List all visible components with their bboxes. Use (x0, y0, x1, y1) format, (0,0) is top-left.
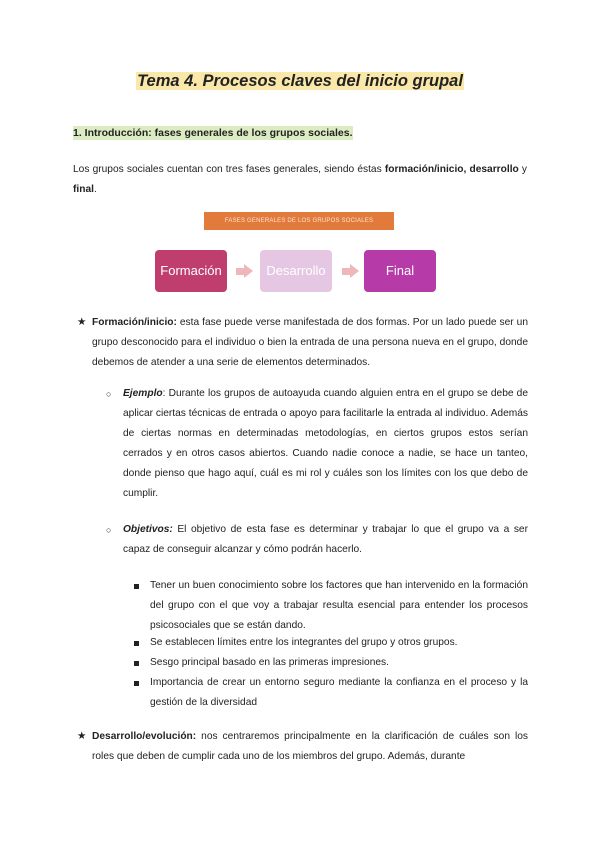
desarrollo-paragraph: Desarrollo/evolución: nos centraremos principalmente en la clarificación de cuáles son los roles que deben de cumplir cada uno de los miembros del grupo. Además, durante (92, 731, 528, 762)
circle-bullet-icon: ○ (106, 389, 112, 399)
star-bullet-icon: ★ (77, 730, 87, 742)
list-item: Tener un buen conocimiento sobre los factores que han intervenido en la formación del grupo con el que voy a trabajar resulta esencial para entender los procesos psicosociales que se están dando. (150, 580, 528, 631)
circle-bullet-icon: ○ (106, 525, 112, 535)
phase-box-formacion: Formación (155, 250, 227, 292)
formacion-paragraph: Formación/inicio: esta fase puede verse manifestada de dos formas. Por un lado puede ser un grupo desconocido para el individuo o bien la entrada de una persona nueva en el grupo, donde debemos de atender a una serie de elementos determinados. (92, 317, 528, 368)
phases-diagram (150, 212, 450, 302)
intro-paragraph: Los grupos sociales cuentan con tres fases generales, siendo éstas formación/inicio, desarrollo y final. (73, 164, 527, 195)
square-bullet-icon (134, 661, 139, 666)
phase-box-final: Final (364, 250, 436, 292)
star-bullet-icon: ★ (77, 316, 87, 328)
phase-box-desarrollo: Desarrollo (260, 250, 332, 292)
objetivos-paragraph: Objetivos: El objetivo de esta fase es determinar y trabajar lo que el grupo va a ser capaz de conseguir alcanzar y cómo podrán hacerlo. (123, 524, 528, 555)
ejemplo-paragraph: Ejemplo: Durante los grupos de autoayuda cuando alguien entra en el grupo se debe de aplicar ciertas técnicas de entrada o apoyo para facilitarle la entrada al individuo. Además de ciertas normas en determinadas metodologías, en ciertos grupos estos serían cerrados y en otros casos abiertos. Cuando nadie conoce a nadie, se hace un tanteo, donde pienso que hago aquí, cuál es mi rol y cuáles son los límites con los que debo de cumplir. (123, 388, 528, 499)
square-bullet-icon (134, 584, 139, 589)
list-item: Se establecen límites entre los integrantes del grupo y otros grupos. (150, 637, 458, 648)
diagram-header: FASES GENERALES DE LOS GRUPOS SOCIALES (204, 212, 394, 230)
square-bullet-icon (134, 681, 139, 686)
section-heading: 1. Introducción: fases generales de los grupos sociales. (73, 127, 353, 139)
list-item: Sesgo principal basado en las primeras impresiones. (150, 657, 389, 668)
square-bullet-icon (134, 641, 139, 646)
page-title: Tema 4. Procesos claves del inicio grupal (137, 72, 463, 90)
list-item: Importancia de crear un entorno seguro mediante la confianza en el proceso y la gestión de la diversidad (150, 677, 528, 708)
